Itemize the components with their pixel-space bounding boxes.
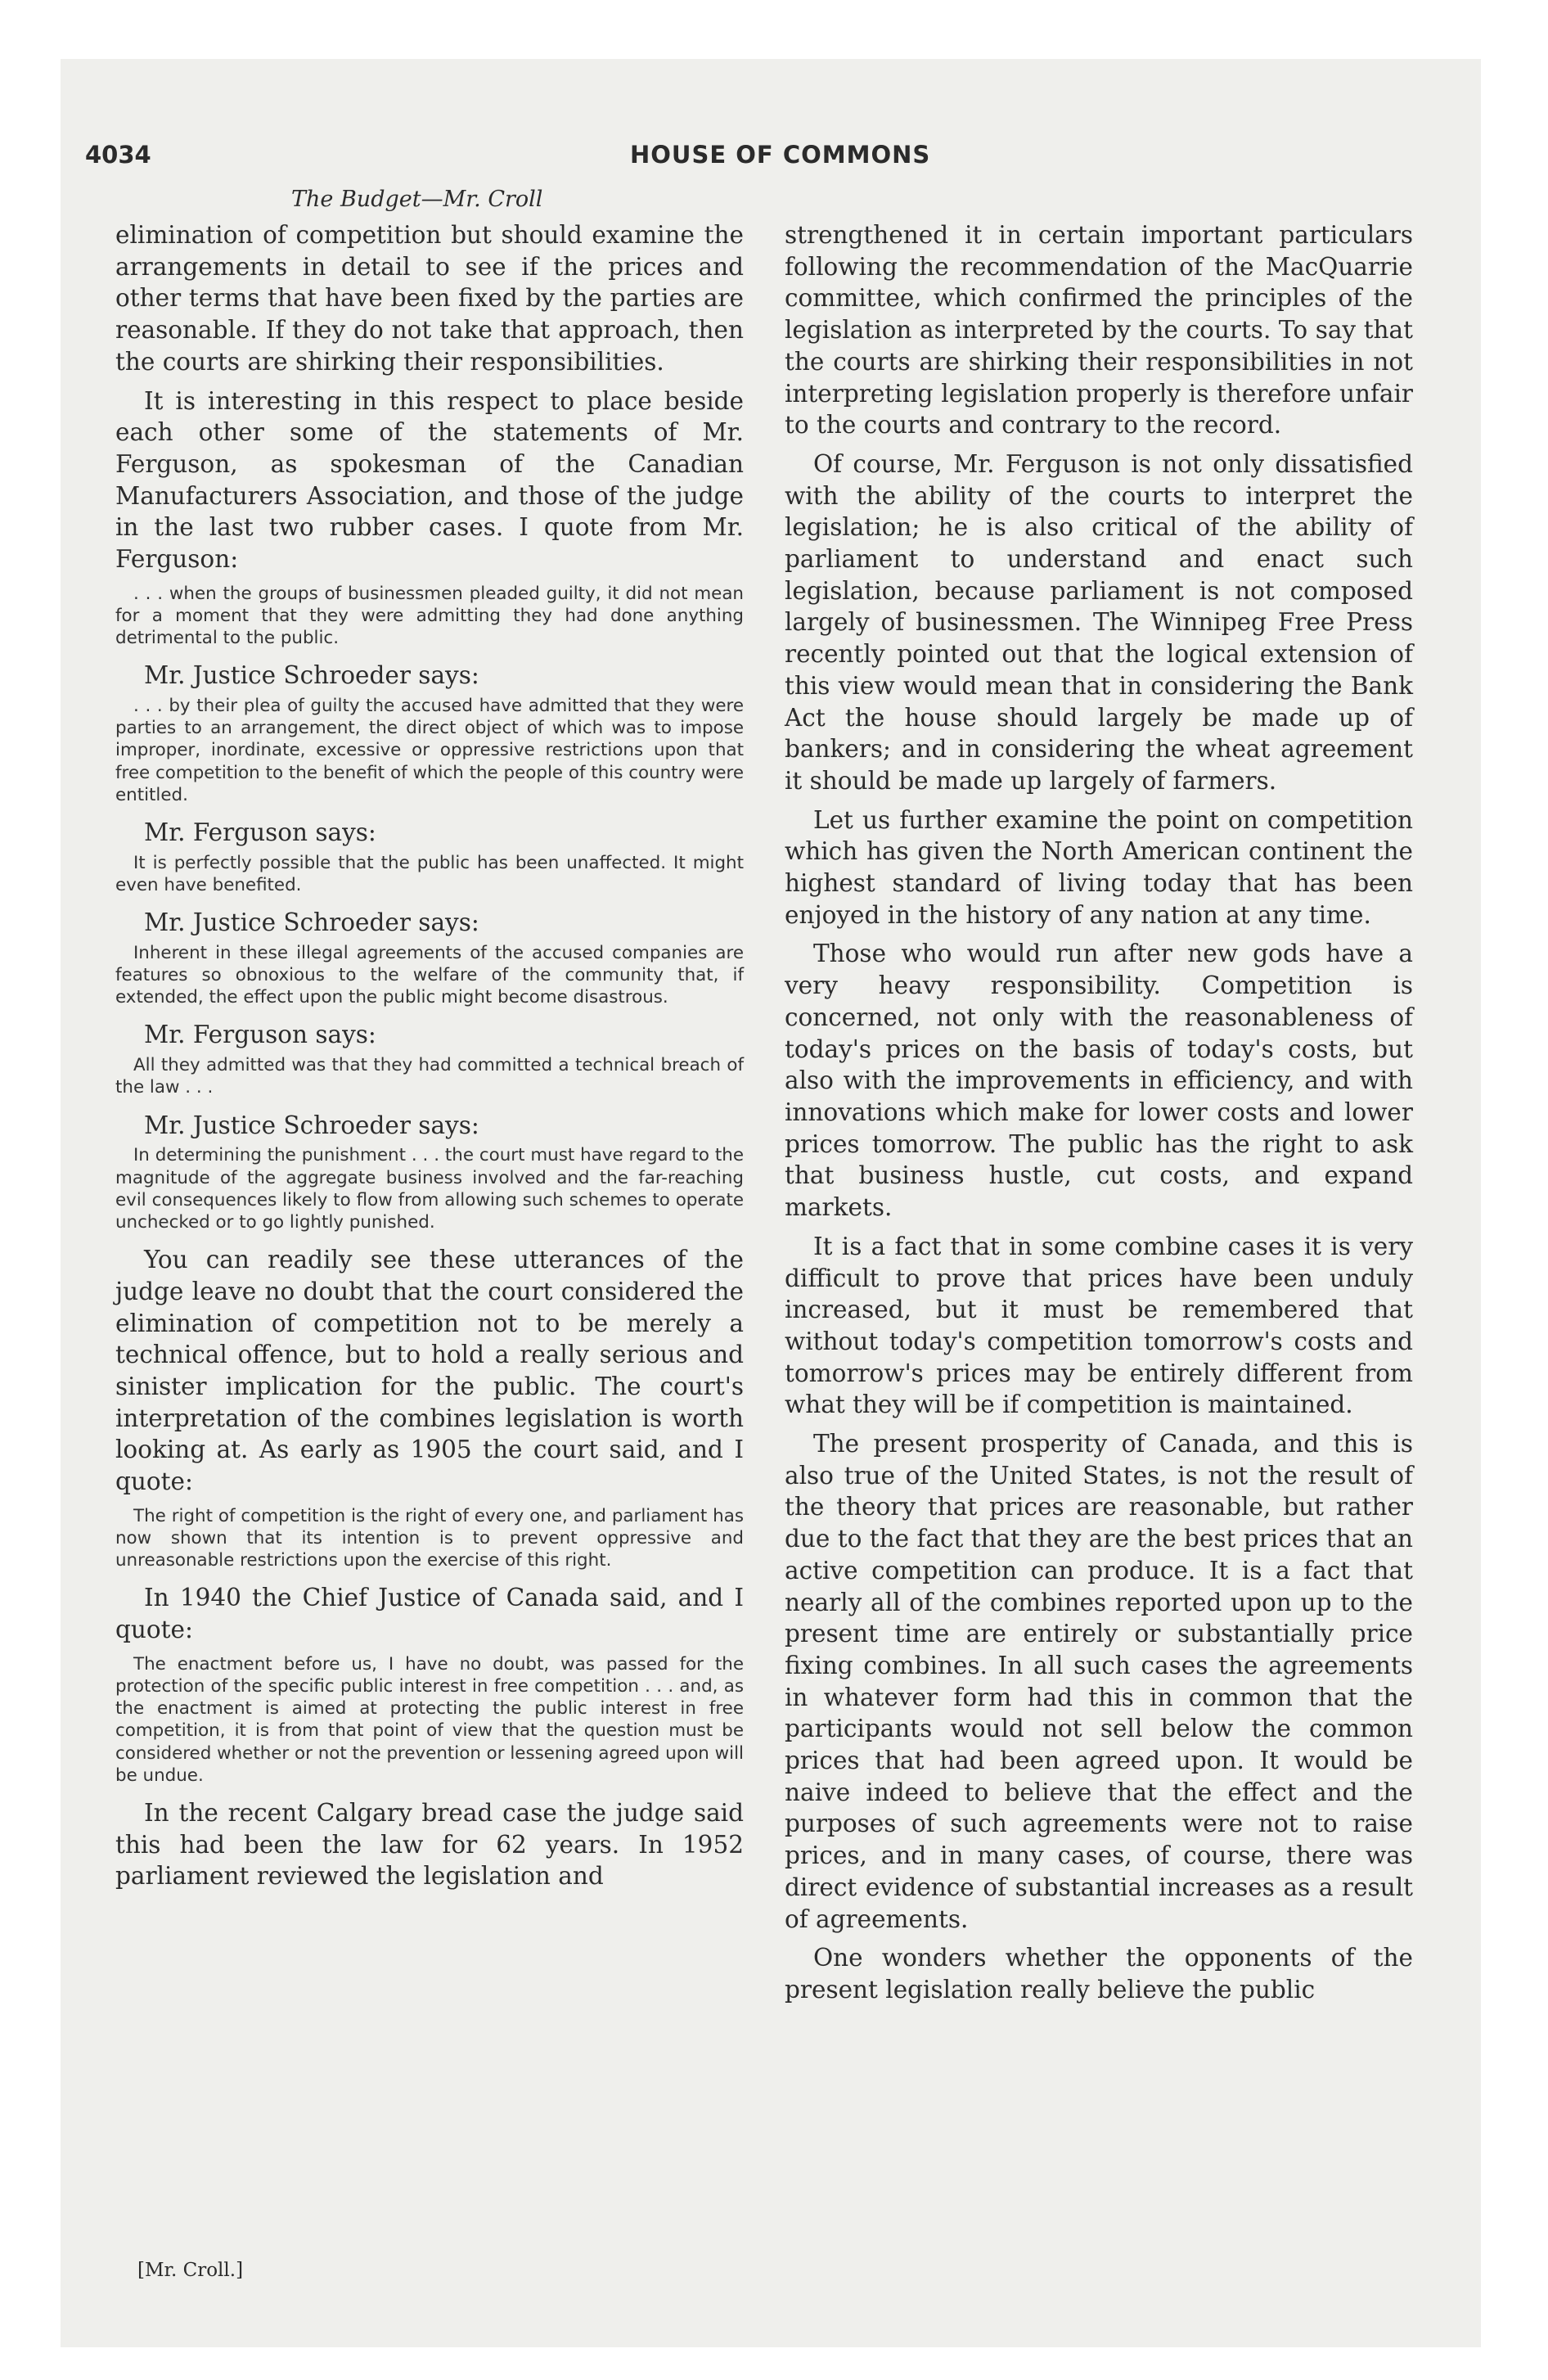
journal-title: HOUSE OF COMMONS [630,141,931,169]
block-quote: The enactment before us, I have no doubt, was passed for the protection of the specific public interest in free competition . . . and, as the enactment is aimed at protecting the public interest in free competition, it is from that point of view that the question must be considered whether or not the prevention or lessening agreed upon will be undue. [115,1653,744,1786]
paragraph: It is a fact that in some combine cases it is very difficult to prove that prices have been unduly increased, but it must be remembered that without today's competition tomorrow's costs and tomorrow's prices may be entirely different from what they will be if competition is maintained. [785,1232,1413,1419]
paragraph: In 1940 the Chief Justice of Canada said, and I quote: [115,1584,744,1644]
block-quote: . . . by their plea of guilty the accused have admitted that they were parties to an arrangement, the direct object of which was to impose improper, inordinate, excessive or oppressive restrictions upon that free competition to the benefit of which the people of this country were entitled. [115,696,744,805]
paragraph: Let us further examine the point on competition which has given the North American continent the highest standard of living today that has been enjoyed in the history of any nation at any time. [785,805,1413,929]
block-quote: The right of competition is the right of every one, and parliament has now shown that its intention is to prevent oppressive and unreasonable restrictions upon the exercise of this right. [115,1505,744,1571]
speaker-line: Mr. Ferguson says: [144,818,376,847]
paragraph: The present prosperity of Canada, and this is also true of the United States, is not the result of the theory that prices are reasonable, but rather due to the fact that they are the best prices that an active competition can produce. It is a fact that nearly all of the combines reported upon up to the present time are entirely or substantially price fixing combines. In all such cases the agreements in whatever form had this in common that the participants would not sell below the common prices that had been agreed upon. It would be naive indeed to believe that the effect and the purposes of such agreements were not to raise prices, and in many cases, of course, there was direct evidence of substantial increases as a result of agreements. [785,1430,1413,1933]
block-quote: . . . when the groups of businessmen pleaded guilty, it did not mean for a moment that they were admitting they had done anything detrimental to the public. [115,583,744,649]
paragraph: It is interesting in this respect to place beside each other some of the statements of Mr. Ferguson, as spokesman of the Canadian Manufacturers Association, and those of the judge in the last two rubber cases. I quote from Mr. Ferguson: [115,386,744,574]
speaker-line: Mr. Justice Schroeder says: [144,908,479,937]
left-column [115,219,744,1900]
speaker-signature: [Mr. Croll.] [137,2260,244,2281]
block-quote: In determining the punishment . . . the court must have regard to the magnitude of the aggregate business involved and the far-reaching evil consequences likely to flow from allowing such schemes to operate unchecked or to go lightly punished. [115,1145,744,1233]
paragraph: In the recent Calgary bread case the judge said this had been the law for 62 years. In 1952 parliament reviewed the legislation and [115,1798,744,1891]
speaker-line: Mr. Justice Schroeder says: [144,1111,479,1139]
page-number: 4034 [85,141,151,169]
block-quote: Inherent in these illegal agreements of the accused companies are features so obnoxious to the welfare of the community that, if extended, the effect upon the public might become disastrous. [115,942,744,1008]
speaker-line: Mr. Ferguson says: [144,1021,376,1049]
right-column [785,219,1413,2013]
page-scan [61,59,1481,2347]
block-quote: It is perfectly possible that the public has been unaffected. It might even have benefited. [115,852,744,895]
paragraph: Of course, Mr. Ferguson is not only dissatisfied with the ability of the courts to interpret the legislation; he is also critical of the ability of parliament to understand and enact such legislation, because parliament is not composed largely of businessmen. The Winnipeg Free Press recently pointed out that the logical extension of this view would mean that in considering the Bank Act the house should largely be made up of bankers; and in considering the wheat agreement it should be made up largely of farmers. [785,449,1413,795]
paragraph: One wonders whether the opponents of the present legislation really believe the public [785,1944,1413,2004]
paragraph: Those who would run after new gods have a very heavy responsibility. Competition is concerned, not only with the reasonableness of today's prices on the basis of today's costs, but also with the improvements in efficiency, and with innovations which make for lower costs and lower prices tomorrow. The public has the right to ask that business hustle, cut costs, and expand markets. [785,940,1413,1222]
speaker-line: Mr. Justice Schroeder says: [144,661,479,690]
running-head: The Budget—Mr. Croll [291,187,543,212]
paragraph: You can readily see these utterances of the judge leave no doubt that the court considered the elimination of competition not to be merely a technical offence, but to hold a really serious and sinister implication for the public. The court's interpretation of the combines legislation is worth looking at. As early as 1905 the court said, and I quote: [115,1246,744,1496]
page-header [85,141,1051,177]
paragraph: elimination of competition but should examine the arrangements in detail to see if the prices and other terms that have been fixed by the parties are reasonable. If they do not take that approach, then the courts are shirking their responsibilities. [115,221,744,376]
paragraph: strengthened it in certain important particulars following the recommendation of the MacQuarrie committee, which confirmed the principles of the legislation as interpreted by the courts. To say that the courts are shirking their responsibilities in not interpreting legislation properly is therefore unfair to the courts and contrary to the record. [785,221,1413,439]
block-quote: All they admitted was that they had committed a technical breach of the law . . . [115,1055,744,1098]
